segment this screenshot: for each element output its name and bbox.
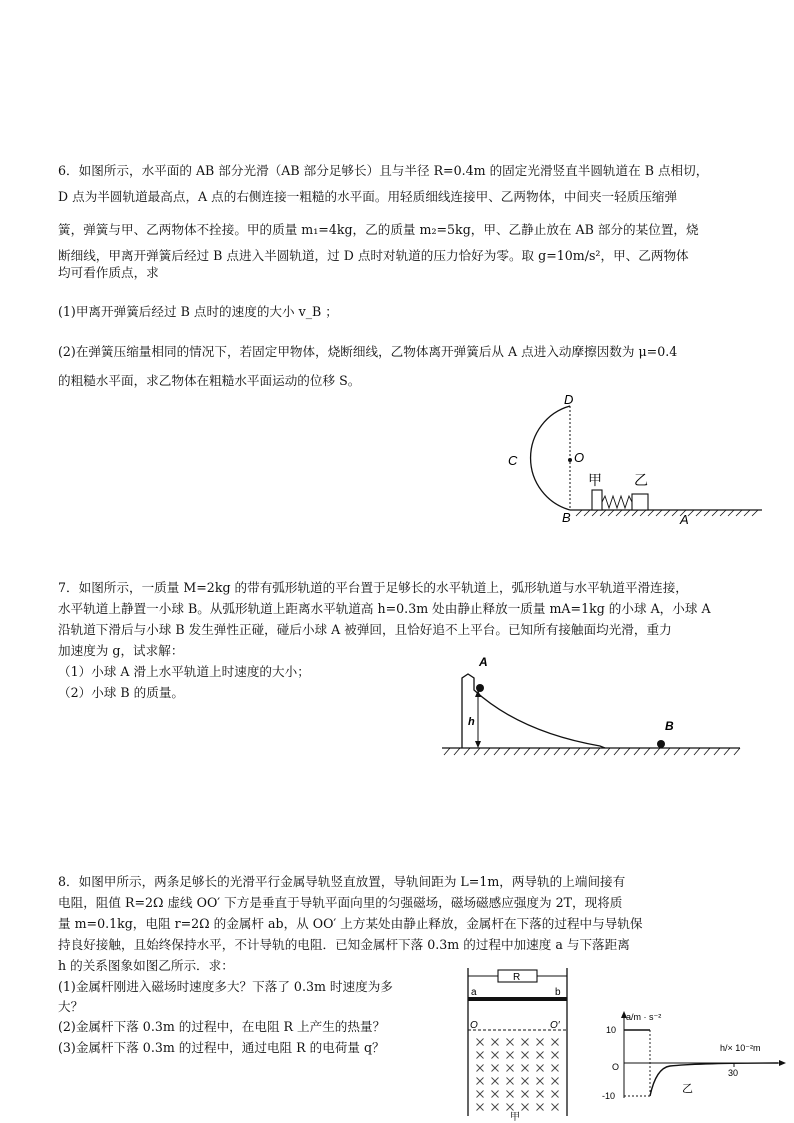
q8-figure-jia [462, 964, 574, 1123]
q7-line1: 7．如图所示，一质量 M=2kg 的带有弧形轨道的平台置于足够长的水平轨道上，弧形轨道与水平轨道平滑连接， [58, 580, 688, 595]
spring [602, 496, 632, 508]
q8-line2: 电阻，阻值 R=2Ω 虚线 OO′ 下方是垂直于导轨平面向里的匀强磁场，磁场磁感应强度为 2T，现将质 [58, 895, 623, 910]
q7-line4: 加速度为 g，试求解： [58, 643, 184, 658]
block-yi [632, 494, 648, 510]
label-D: D [564, 392, 574, 407]
label-A: A [479, 655, 488, 669]
x-axis-label: h/× 10⁻²m [720, 1043, 761, 1053]
label-a: a [471, 987, 477, 998]
y-tick-10: 10 [606, 1025, 617, 1035]
q6-line4: 断细线，甲离开弹簧后经过 B 点进入半圆轨道，过 D 点时对轨道的压力恰好为零。取 g=10m/s²，甲、乙两物体 [58, 248, 689, 263]
ball-B [657, 740, 665, 748]
q8-sub1b: 大？ [58, 999, 84, 1014]
q7-ground-hatch [444, 748, 740, 755]
semicircle-track [531, 406, 570, 510]
block-jia [592, 490, 602, 510]
q8-figure-yi [598, 1008, 794, 1108]
q7-figure [440, 652, 745, 762]
q7-sub2: （2）小球 B 的质量。 [58, 685, 185, 700]
q7-line2: 水平轨道上静置一小球 B。从弧形轨道上距离水平轨道高 h=0.3m 处由静止释放一质量 mA=1kg 的小球 A，小球 A [58, 601, 711, 616]
label-b: b [555, 987, 561, 998]
metal-rod-ab [468, 997, 567, 1001]
magnetic-field-crosses [477, 1039, 559, 1111]
origin-label: O [612, 1062, 620, 1072]
label-B: B [665, 719, 674, 733]
platform-arc-track [462, 674, 605, 748]
label-R: R [513, 972, 521, 983]
label-yi: 乙 [634, 472, 648, 488]
q8-sub1a: (1)金属杆刚进入磁场时速度多大？下落了 0.3m 时速度为多 [58, 979, 393, 994]
label-O: O [470, 1020, 478, 1031]
q8-line3: 量 m=0.1kg，电阻 r=2Ω 的金属杆 ab，从 OO′ 上方某处由静止释放，金属杆在下落的过程中与导轨保 [58, 916, 643, 931]
q6-line2: D 点为半圆轨道最高点，A 点的右侧连接一粗糙的水平面。用轻质细线连接甲、乙两物体，中间夹一轻质压缩弹 [58, 189, 678, 204]
ground-hatch [576, 510, 758, 516]
y-axis-label: a/m · s⁻² [626, 1012, 662, 1022]
q6-figure [500, 388, 770, 530]
q6-line1: 6．如图所示，水平面的 AB 部分光滑（AB 部分足够长）且与半径 R=0.4m 的固定光滑竖直半圆轨道在 B 点相切， [58, 163, 709, 178]
label-B: B [562, 510, 571, 525]
q8-line5: h 的关系图象如图乙所示．求： [58, 958, 234, 973]
label-jia: 甲 [588, 472, 602, 488]
q7-sub1: （1）小球 A 滑上水平轨道上时速度的大小； [58, 664, 310, 679]
q8-line1: 8．如图甲所示，两条足够长的光滑平行金属导轨竖直放置，导轨间距为 L=1m，两导轨的上端间接有 [58, 874, 626, 889]
q6-sub2a: (2)在弹簧压缩量相同的情况下，若固定甲物体，烧断细线，乙物体离开弹簧后从 A 点进入动摩擦因数为 μ=0.4 [58, 344, 678, 359]
q6-sub1: (1)甲离开弹簧后经过 B 点时的速度的大小 v_B ； [58, 304, 338, 319]
q8-line4: 持良好接触，且始终保持水平，不计导轨的电阻．已知金属杆下落 0.3m 的过程中加速度 a 与下落距离 [58, 937, 630, 952]
y-tick-neg10: -10 [602, 1091, 616, 1101]
label-C: C [508, 453, 518, 468]
q7-line3: 沿轨道下滑后与小球 B 发生弹性正碰，碰后小球 A 被弹回，且恰好追不上平台。已知所有接触面均光滑，重力 [58, 622, 672, 637]
caption-jia: 甲 [510, 1112, 520, 1123]
curve-segment-magnetic [650, 1063, 778, 1096]
q6-line5: 均可看作质点，求 [58, 265, 159, 280]
ball-A [476, 684, 484, 692]
label-A: A [680, 512, 689, 527]
label-h: h [468, 716, 475, 728]
x-tick-30: 30 [728, 1068, 739, 1078]
label-O-prime: O′ [550, 1020, 560, 1031]
q8-sub3: (3)金属杆下落 0.3m 的过程中，通过电阻 R 的电荷量 q？ [58, 1040, 385, 1055]
caption-yi: 乙 [682, 1083, 693, 1095]
label-O: O [574, 450, 585, 465]
q6-sub2b: 的粗糙水平面，求乙物体在粗糙水平面运动的位移 S。 [58, 373, 361, 388]
q6-line3: 簧，弹簧与甲、乙两物体不拴接。甲的质量 m₁=4kg，乙的质量 m₂=5kg，甲、乙静止放在 AB 部分的某位置，烧 [58, 222, 699, 237]
center-point [568, 458, 572, 462]
q8-sub2: (2)金属杆下落 0.3m 的过程中，在电阻 R 上产生的热量？ [58, 1019, 386, 1034]
